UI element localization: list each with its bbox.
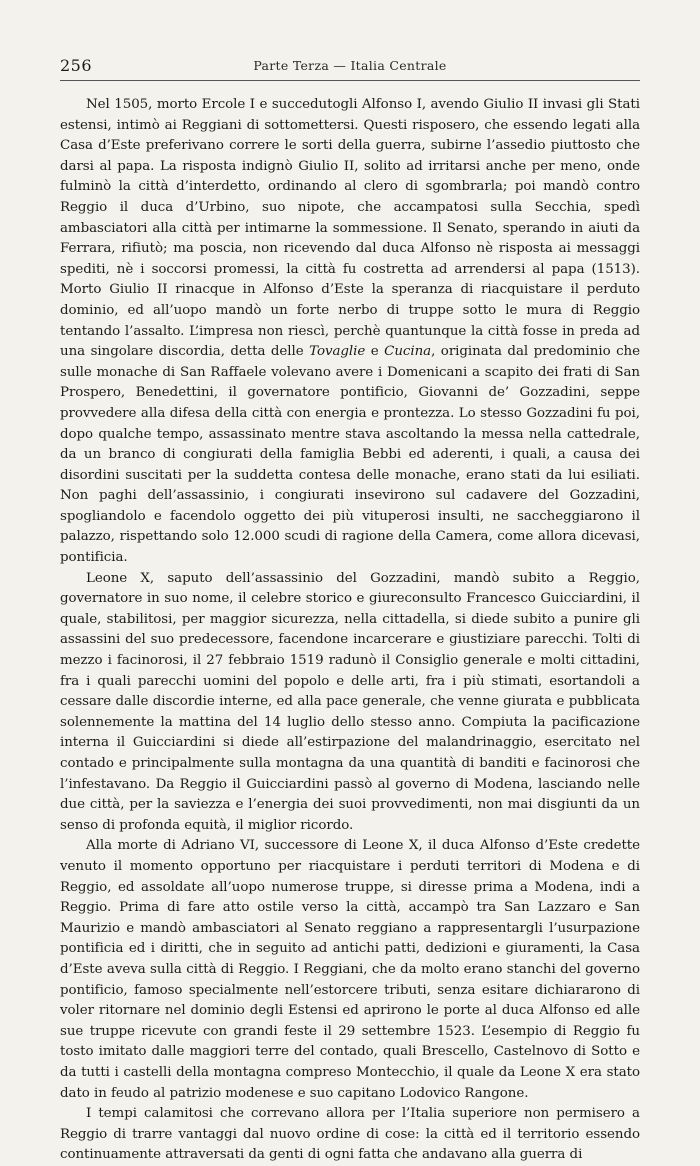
paragraph-1-text-a: Nel 1505, morto Ercole I e succedutogli Alfonso I, avendo Giulio II invasi gli Stati estensi, intimò ai Reggiani di sottomettersi. Questi risposero, che essendo legati alla Casa d’Este preferivano correre le sorti della guerra, subirne l’assedio piuttosto che darsi al papa. La risposta indignò Giulio II, solito ad irritarsi anche per meno, onde fulminò la città d’interdetto, ordinando al clero di sgombrarla; poi mandò contro Reggio il duca d’Urbino, suo nipote, che accampatosi sulla Secchia, spedì ambasciatori alla città per intimarne la sommessione. Il Senato, sperando in aiuti da Ferrara, rifiutò; ma poscia, non ricevendo dal duca Alfonso nè risposta ai messaggi spediti, nè i soccorsi promessi, la città fu costretta ad arrendersi al papa (1513). Morto Giulio II rinacque in Alfonso d’Este la speranza di riacquistare il perduto dominio, ed all’uopo mandò un forte nerbo di truppe sotto le mura di Reggio tentando l’assalto. L’impresa non riescì, perchè quantunque la città fosse in preda ad una singolare discordia, detta delle (60, 97, 640, 360)
paragraph-1 (60, 95, 640, 569)
page-number: 256 (60, 56, 93, 75)
page-header (60, 56, 640, 80)
paragraph-1-conjunction: e (365, 344, 385, 360)
header-rule (60, 80, 640, 81)
italic-term-tovaglie: Tovaglie (309, 344, 366, 360)
paragraph-3: Alla morte di Adriano VI, successore di Leone X, il duca Alfonso d’Este credette venuto il momento opportuno per riacquistare i perduti territori di Modena e di Reggio, ed assoldate all’uopo numerose truppe, si diresse prima a Modena, indi a Reggio. Prima di fare atto ostile verso la città, accampò tra San Lazzaro e San Maurizio e mandò ambasciatori al Senato reggiano a rappresentargli l’usurpazione pontificia ed i diritti, che in seguito ad antichi patti, dedizioni e giuramenti, la Casa d’Este aveva sulla città di Reggio. I Reggiani, che da molto erano stanchi del governo pontificio, famoso specialmente nell’estorcere tributi, senza esitare dichiararono di voler ritornare nel dominio degli Estensi ed aprirono le porte al duca Alfonso ed alle sue truppe ricevute con grandi feste il 29 settembre 1523. L’esempio di Reggio fu tosto imitato dalle maggiori terre del contado, quali Brescello, Castelnovo di Sotto e da tutti i castelli della montagna compreso Montecchio, il quale da Leone X era stato dato in feudo al patrizio modenese e suo capitano Lodovico Rangone. (60, 838, 640, 1101)
running-head: Parte Terza — Italia Centrale (253, 58, 447, 73)
body-text (60, 95, 640, 1166)
paragraph-2: Leone X, saputo dell’assassinio del Gozzadini, mandò subito a Reggio, governatore in suo nome, il celebre storico e giureconsulto Francesco Guicciardini, il quale, stabilitosi, per maggior sicurezza, nella cittadella, si diede subito a punire gli assassini del suo predecessore, facendone incarcerare e giustiziare parecchi. Tolti di mezzo i facinorosi, il 27 febbraio 1519 radunò il Consiglio generale e molti cittadini, fra i quali parecchi uomini del popolo e delle arti, fra i più stimati, esortandoli a cessare dalle discordie interne, ed alla pace generale, che venne giurata e pubblicata solennemente la mattina del 14 luglio dello stesso anno. Compiuta la pacificazione interna il Guicciardini si diede all’estirpazione del malandrinaggio, esercitato nel contado e principalmente sulla montagna da una quantità di banditi e facinorosi che l’infestavano. Da Reggio il Guicciardini passò al governo di Modena, lasciando nelle due città, per la saviezza e l’energia dei suoi provvedimenti, non mai disgiunti da un senso di profonda equità, il miglior ricordo. (60, 570, 640, 833)
italic-term-cucina: Cucina (384, 344, 432, 360)
paragraph-4: I tempi calamitosi che correvano allora per l’Italia superiore non permisero a Reggio di trarre vantaggi dal nuovo ordine di cose: la città ed il territorio essendo continuamente attraversati da genti di ogni fatta che andavano alla guerra di (60, 1106, 640, 1163)
paragraph-1-text-b: , originata dal predominio che sulle monache di San Raffaele volevano avere i Domenicani a scapito dei frati di San Prospero, Benedettini, il governatore pontificio, Giovanni de’ Gozzadini, seppe provvedere alla difesa della città con energia e prontezza. Lo stesso Gozzadini fu poi, dopo qualche tempo, assassinato mentre stava ascoltando la messa nella cattedrale, da un branco di congiurati della famiglia Bebbi ed aderenti, i quali, a causa dei disordini suscitati per la suddetta contesa delle monache, erano stati da lui esiliati. Non paghi dell’assassinio, i congiurati insevirono sul cadavere del Gozzadini, spogliandolo e facendolo oggetto dei più vituperosi insulti, ne saccheggiarono il palazzo, rispettando solo 12.000 scudi di ragione della Camera, come allora dicevasi, pontificia. (60, 344, 640, 566)
